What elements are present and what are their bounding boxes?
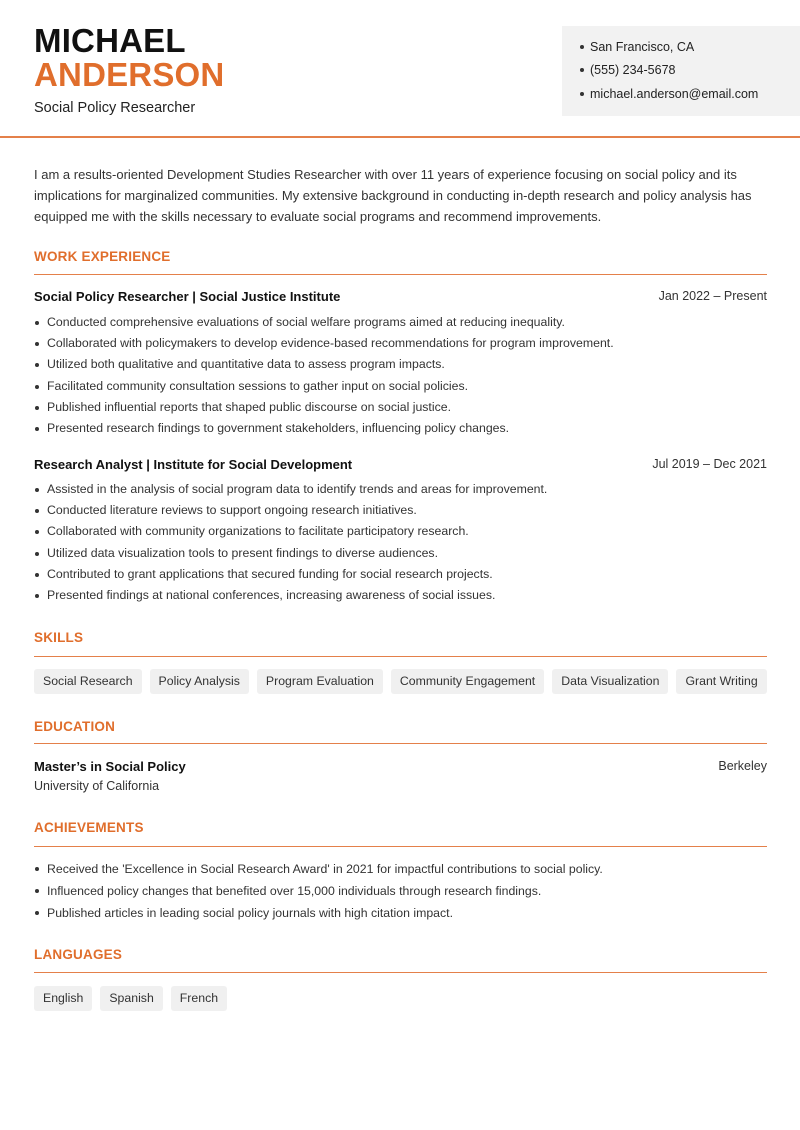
list-item: Conducted literature reviews to support ongoing research initiatives. [34,500,774,521]
list-item: Presented research findings to government stakeholders, influencing policy changes. [34,418,774,439]
list-item: Utilized both qualitative and quantitative data to assess program impacts. [34,354,774,375]
section-title-languages: LANGUAGES [34,947,123,962]
job-title: Social Policy Researcher | Social Justice Institute [34,289,341,304]
section-title-education: EDUCATION [34,719,116,734]
education-location: Berkeley [718,759,767,773]
list-item: Received the 'Excellence in Social Research Award' in 2021 for impactful contributions to social policy. [34,858,774,880]
job-bullets [34,479,774,606]
bullet-icon [580,92,584,96]
last-name: ANDERSON [34,56,225,93]
list-item: Facilitated community consultation sessions to gather input on social policies. [34,376,774,397]
language-tag: English [34,986,92,1011]
list-item: Collaborated with community organizations to facilitate participatory research. [34,521,774,542]
summary-paragraph: I am a results-oriented Development Studies Researcher with over 11 years of experience focusing on social policy and its implications for marginalized communities. My extensive background in conducting in-depth research and policy analysis has equipped me with the skills necessary to evaluate social programs and recommend improvements. [34,167,752,224]
skill-tag: Policy Analysis [150,669,249,694]
skill-tag: Community Engagement [391,669,544,694]
skills-list [34,669,767,694]
job-role: Social Policy Researcher [34,100,196,116]
resume-header [0,0,800,138]
list-item: Assisted in the analysis of social program data to identify trends and areas for improvement. [34,479,774,500]
languages-list [34,986,227,1011]
section-divider [34,656,767,657]
achievements-list [34,858,774,924]
skill-tag: Data Visualization [552,669,668,694]
section-divider [34,846,767,847]
list-item: Published influential reports that shaped public discourse on social justice. [34,397,774,418]
list-item: Utilized data visualization tools to present findings to diverse audiences. [34,543,774,564]
list-item: Contributed to grant applications that secured funding for social research projects. [34,564,774,585]
job-title: Research Analyst | Institute for Social Development [34,457,353,472]
section-divider [34,743,767,744]
list-item: Collaborated with policymakers to develop evidence-based recommendations for program improvement. [34,333,774,354]
list-item: Influenced policy changes that benefited over 15,000 individuals through research findings. [34,880,774,902]
section-title-achievements: ACHIEVEMENTS [34,820,144,835]
education-degree: Master’s in Social Policy [34,759,186,774]
section-title-work: WORK EXPERIENCE [34,249,171,264]
skill-tag: Social Research [34,669,142,694]
job-dates: Jul 2019 – Dec 2021 [652,457,767,471]
contact-location [580,40,694,54]
section-title-skills: SKILLS [34,630,84,645]
language-tag: French [171,986,227,1011]
bullet-icon [580,68,584,72]
skill-tag: Grant Writing [676,669,766,694]
contact-email [580,87,758,101]
job-dates: Jan 2022 – Present [658,289,767,303]
list-item: Conducted comprehensive evaluations of social welfare programs aimed at reducing inequality. [34,312,774,333]
skill-tag: Program Evaluation [257,669,383,694]
language-tag: Spanish [100,986,162,1011]
contact-box [562,26,800,116]
job-bullets [34,312,774,439]
first-name: MICHAEL [34,22,186,59]
education-school: University of California [34,779,160,793]
section-divider [34,274,767,275]
contact-location-text: San Francisco, CA [590,40,695,54]
bullet-icon [580,45,584,49]
contact-phone [580,63,675,77]
section-divider [34,972,767,973]
list-item: Presented findings at national conferences, increasing awareness of social issues. [34,585,774,606]
contact-phone-text: (555) 234-5678 [590,63,676,77]
list-item: Published articles in leading social policy journals with high citation impact. [34,902,774,924]
contact-email-text: michael.anderson@email.com [590,87,759,101]
